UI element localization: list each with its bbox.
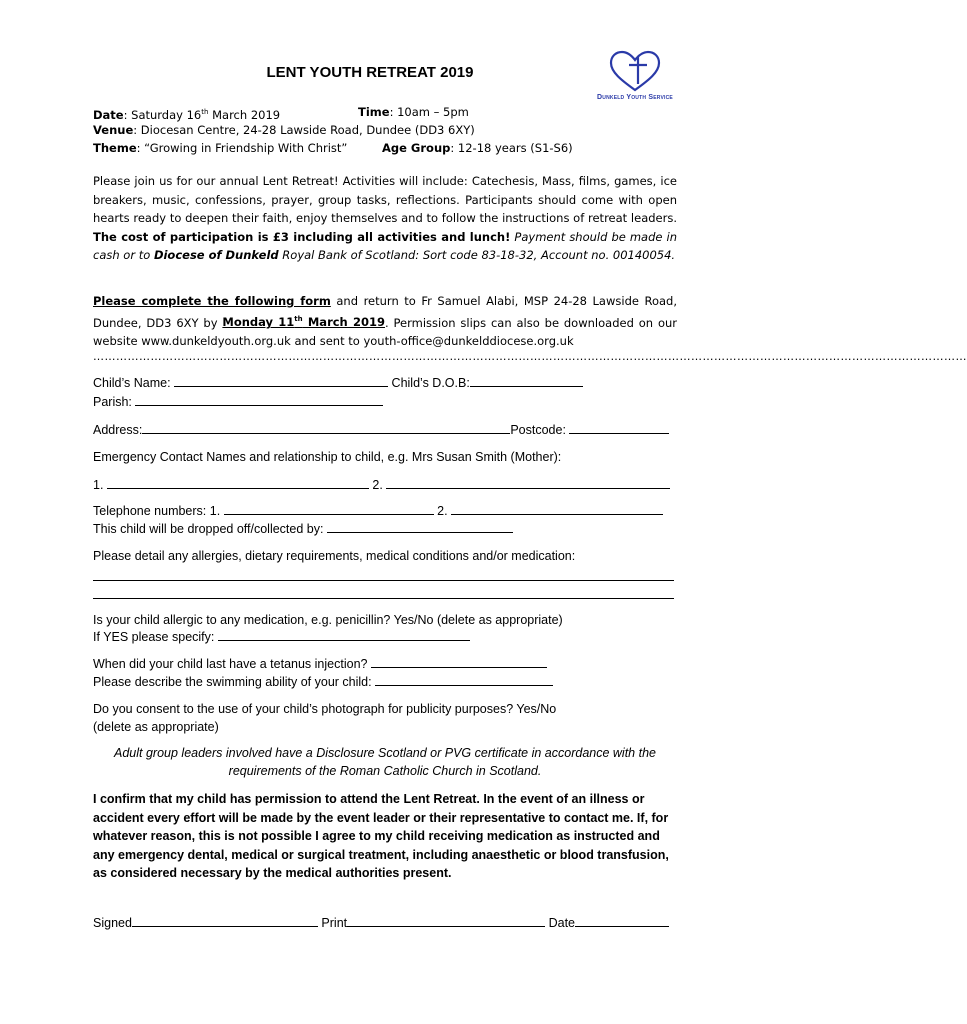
signed-field[interactable] — [132, 914, 318, 927]
tetanus-row: When did your child last have a tetanus injection? — [93, 655, 683, 673]
tetanus-field[interactable] — [371, 655, 547, 668]
telephone-1-field[interactable] — [224, 502, 434, 515]
allergic-question: Is your child allergic to any medication, e.g. penicillin? Yes/No (delete as appropriate) — [93, 613, 563, 627]
child-name-row: Child’s Name: Child’s D.O.B: — [93, 374, 683, 392]
print-field[interactable] — [347, 914, 545, 927]
emergency-contact-1-field[interactable] — [107, 476, 369, 489]
intro-paragraph: Please join us for our annual Lent Retreat! Activities will include: Catechesis, Mass, films, games, ice breakers, music, confessions, prayer, group tasks, reflections. Participants should come with open hearts ready to deepen their faith, enjoy themselves and to follow the instructions of retreat leaders. The cost of participation is £3 including all activities and lunch! Payment should be made in cash or to Diocese of Dunkeld Royal Bank of Scotland: Sort code 83-18-32, Account no. 00140054. — [93, 174, 677, 262]
venue-line: Venue: Diocesan Centre, 24-28 Lawside Road, Dundee (DD3 6XY) — [93, 123, 475, 137]
telephone-row: Telephone numbers: 1. 2. — [93, 502, 683, 520]
diocese-text: Diocese of Dunkeld — [153, 248, 279, 262]
dunkeld-youth-service-logo — [580, 50, 690, 110]
allergies-line-2 — [93, 584, 683, 599]
allergies-label: Please detail any allergies, dietary requirements, medical conditions and/or medication: — [93, 549, 576, 563]
allergies-field-1[interactable] — [93, 566, 674, 581]
emergency-contact-2-field[interactable] — [386, 476, 670, 489]
if-yes-row: If YES please specify: — [93, 628, 683, 646]
heart-cross-icon — [607, 50, 663, 94]
address-field[interactable] — [142, 421, 510, 434]
adult-leaders-note: Adult group leaders involved have a Disclosure Scotland or PVG certificate in accordance with the requirements of the Roman Catholic Church in Scotland. — [114, 746, 656, 778]
child-name-field[interactable] — [174, 374, 388, 387]
allergies-line-1 — [93, 566, 683, 581]
photo-delete-note: (delete as appropriate) — [93, 720, 219, 734]
form-instruction: Please complete the following form — [93, 294, 331, 308]
deadline: Monday 11th March 2019 — [222, 315, 385, 330]
postcode-field[interactable] — [569, 421, 669, 434]
website-link[interactable]: www.dunkeldyouth.org.uk — [141, 333, 291, 348]
consent-statement: I confirm that my child has permission to attend the Lent Retreat. In the event of an illness or accident every effort will be made by the event leader or their representative to contact me. If, for whatever reason, this is not possible I agree to my child receiving medication as instructed and any emergency dental, medical or surgical treatment, including anaesthetic or blood transfusion, as considered necessary by the medical authorities present. — [93, 792, 669, 880]
date-line: Date: Saturday 16th March 2019 — [93, 107, 281, 122]
dropoff-field[interactable] — [327, 520, 513, 533]
divider: ………………………………………………………………………………………………………………………………………………………………………………………………………… — [93, 350, 967, 363]
photo-question: Do you consent to the use of your child’s photograph for publicity purposes? Yes/No — [93, 702, 557, 716]
dob-field[interactable] — [470, 374, 583, 387]
email-link[interactable]: youth-office@dunkelddiocese.org.uk — [363, 333, 574, 348]
time-line: Time: 10am – 5pm — [358, 105, 469, 119]
return-paragraph: Please complete the following form and return to Fr Samuel Alabi, MSP 24-28 Lawside Road, Dundee, DD3 6XY by Monday 11th March 2019. Permission slips can also be downloaded on our website www.dunkeldyouth.org.uk and sent to youth-office@dunkelddiocese.org.uk — [93, 294, 678, 348]
page-title: LENT YOUTH RETREAT 2019 — [266, 64, 474, 81]
if-yes-field[interactable] — [218, 628, 470, 641]
parish-row: Parish: — [93, 393, 683, 411]
age-group-line: Age Group: 12-18 years (S1-S6) — [382, 141, 573, 155]
cost-text: The cost of participation is £3 including all activities and lunch! — [93, 229, 511, 244]
parish-field[interactable] — [135, 393, 383, 406]
dropoff-row: This child will be dropped off/collected by: — [93, 520, 683, 538]
swimming-field[interactable] — [375, 673, 553, 686]
logo-text: Dunkeld Youth Service — [597, 94, 673, 101]
emergency-contacts-row: 1. 2. — [93, 476, 683, 494]
swimming-row: Please describe the swimming ability of your child: — [93, 673, 683, 691]
emergency-label: Emergency Contact Names and relationship to child, e.g. Mrs Susan Smith (Mother): — [93, 450, 562, 464]
allergies-field-2[interactable] — [93, 584, 674, 599]
date-field[interactable] — [575, 914, 669, 927]
theme-line: Theme: “Growing in Friendship With Christ” — [93, 141, 348, 155]
address-row: Address: Postcode: — [93, 421, 683, 439]
signature-row: Signed Print Date — [93, 914, 683, 930]
telephone-2-field[interactable] — [451, 502, 663, 515]
